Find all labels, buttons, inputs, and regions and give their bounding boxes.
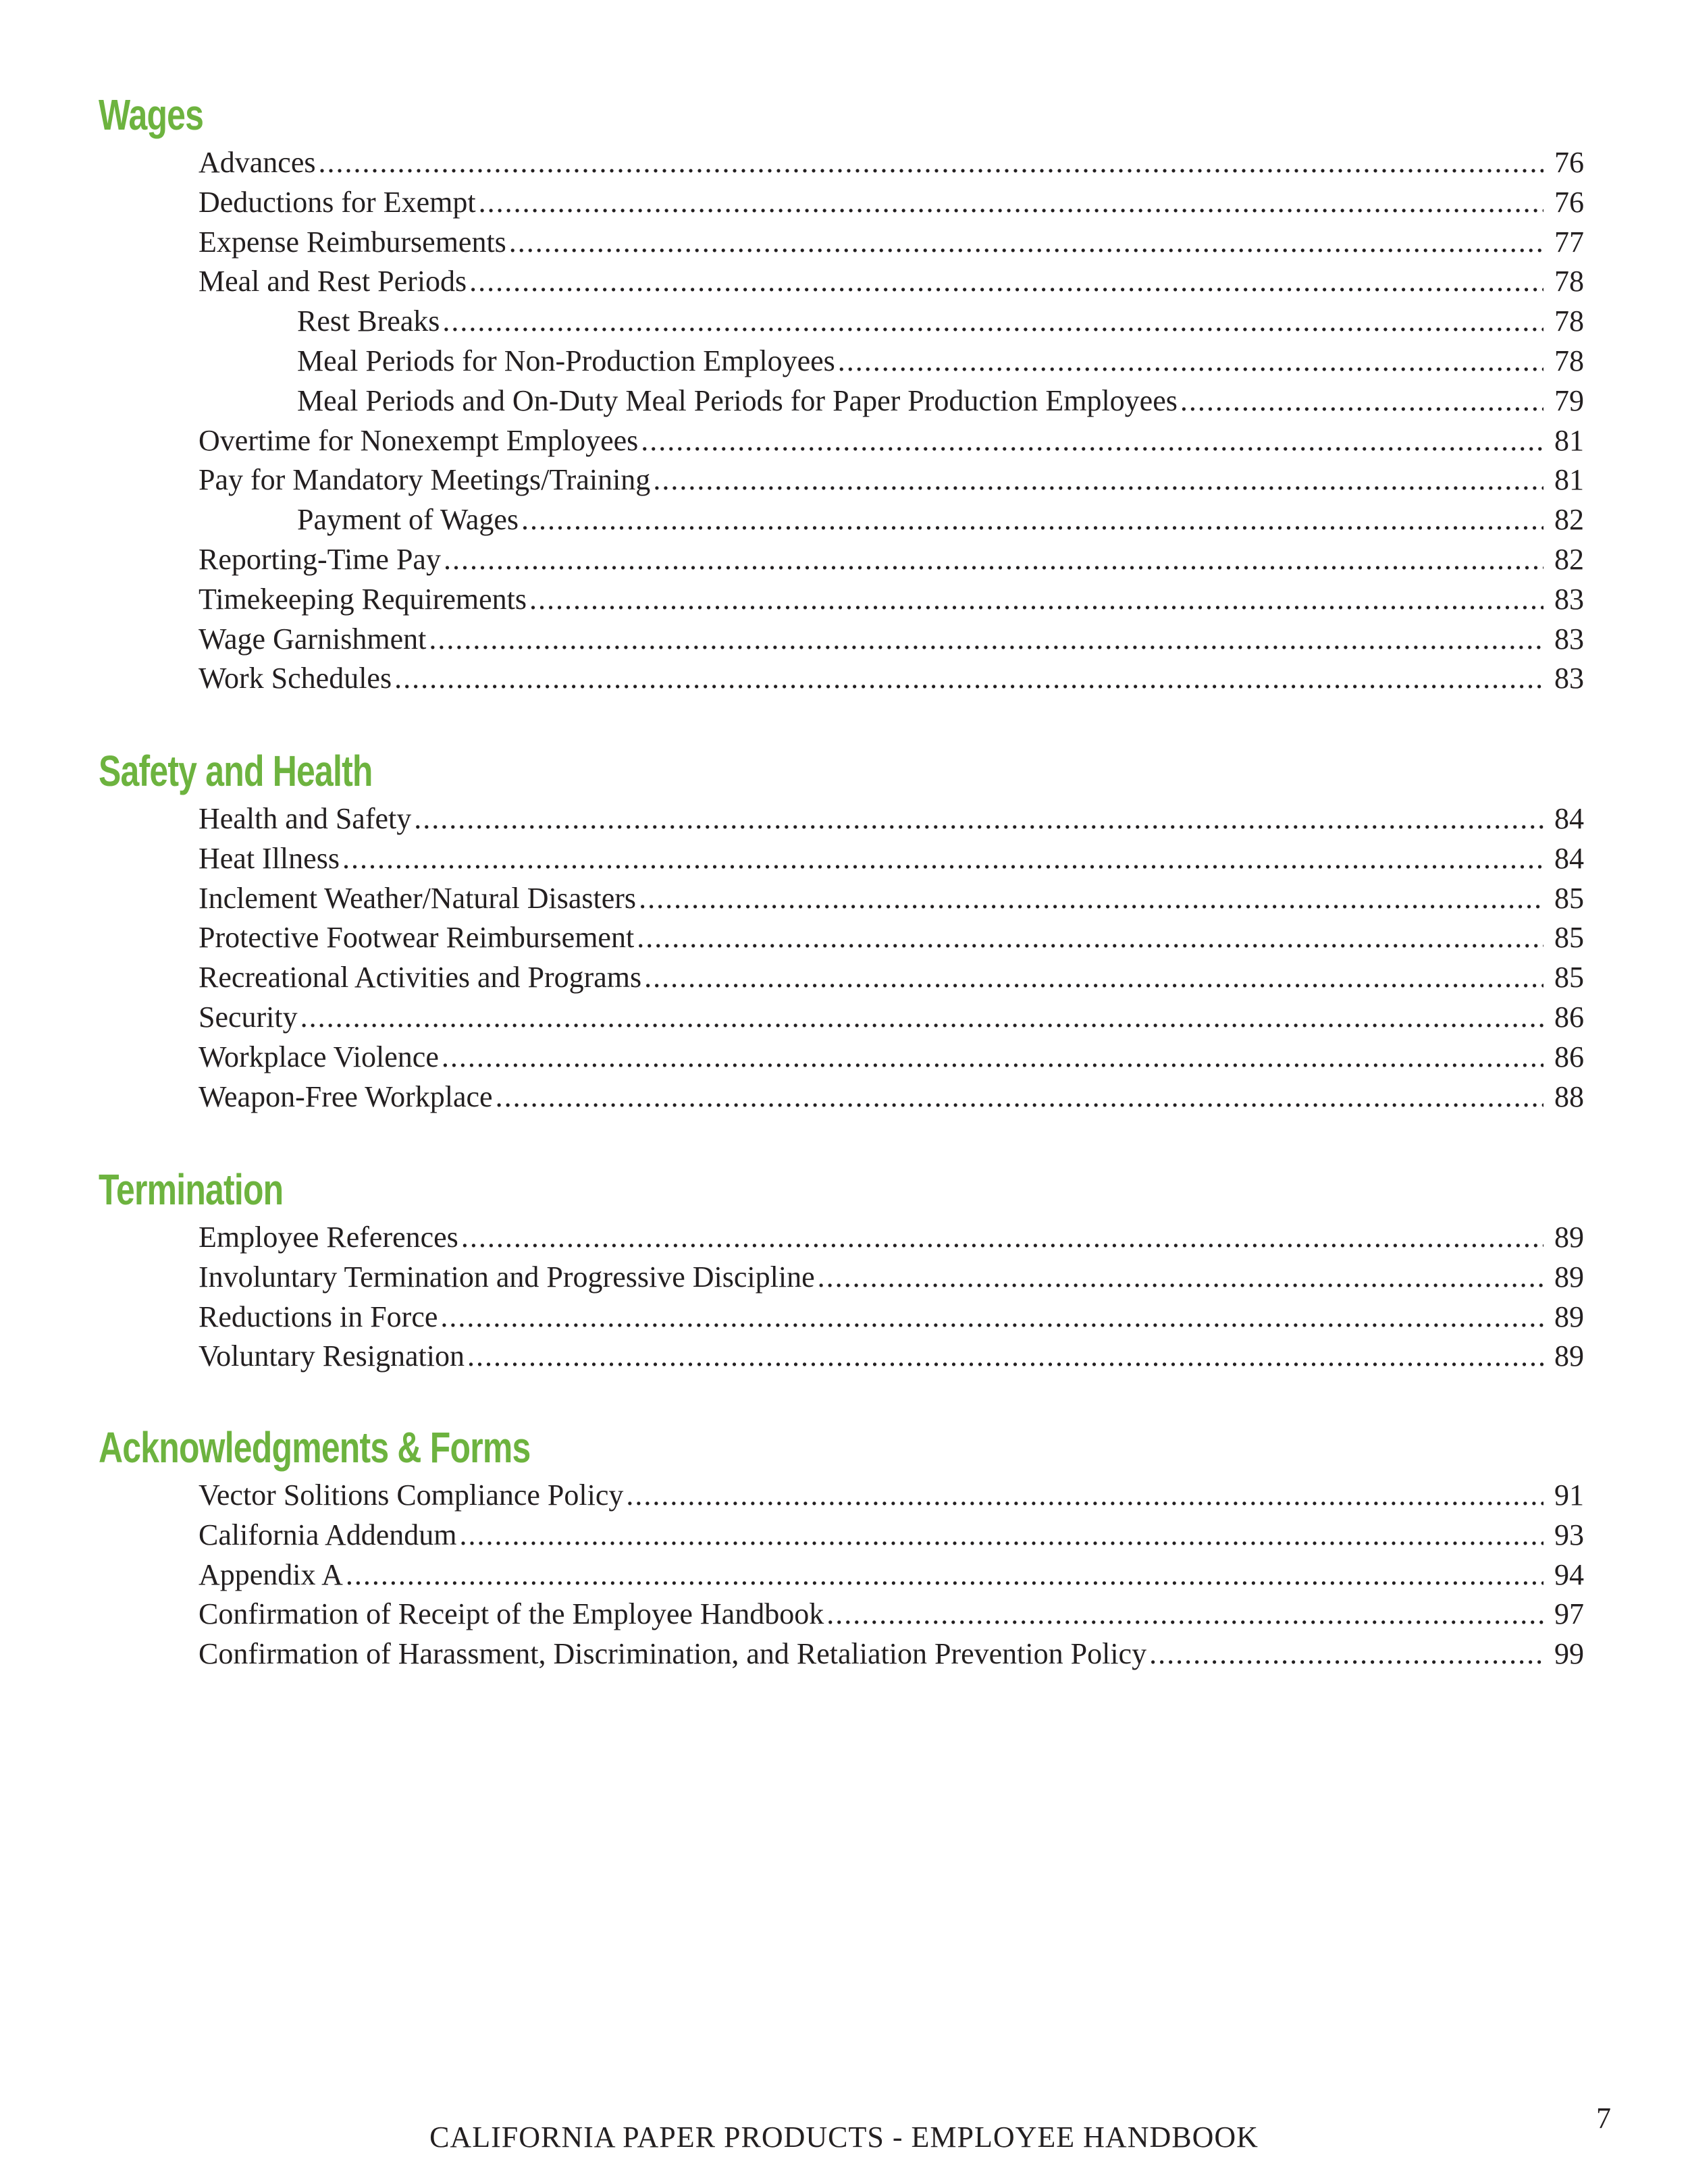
toc-entry-page: 84 — [1554, 841, 1584, 875]
toc-entry-label: Deductions for Exempt — [199, 185, 476, 219]
toc-entry-page: 89 — [1554, 1221, 1584, 1254]
toc-entry-label: Meal Periods for Non-Production Employees — [297, 344, 835, 377]
toc-entry-label: Rest Breaks — [297, 304, 440, 338]
dot-leader — [639, 879, 1544, 919]
dot-leader — [319, 143, 1544, 183]
toc-entry-page: 85 — [1554, 921, 1584, 955]
toc-entry-label: Weapon-Free Workplace — [199, 1080, 493, 1113]
toc-entry[interactable] — [99, 879, 1584, 919]
section-title: Termination — [99, 1165, 284, 1214]
dot-leader — [838, 342, 1544, 381]
toc-entry-page: 78 — [1554, 344, 1584, 377]
toc-entry-page: 83 — [1554, 582, 1584, 616]
dot-leader — [467, 1337, 1544, 1377]
toc-section-safety-and-health — [99, 744, 1584, 1117]
toc-entry-label: Employee References — [199, 1221, 458, 1254]
toc-entry-label: Involuntary Termination and Progressive Discipline — [199, 1260, 815, 1294]
dot-leader — [442, 302, 1544, 342]
page-footer: CALIFORNIA PAPER PRODUCTS - EMPLOYEE HANDBOOK — [429, 2121, 1259, 2154]
dot-leader — [342, 839, 1544, 879]
dot-leader — [529, 580, 1544, 620]
toc-entry[interactable] — [99, 839, 1584, 879]
toc-entry[interactable] — [99, 262, 1584, 302]
toc-entry-label: Payment of Wages — [297, 503, 519, 537]
toc-entry-page: 86 — [1554, 1000, 1584, 1034]
dot-leader — [300, 998, 1544, 1038]
toc-entry-list — [99, 1218, 1584, 1377]
dot-leader — [346, 1555, 1544, 1595]
toc-entry[interactable] — [99, 1516, 1584, 1555]
toc-entry[interactable] — [99, 1476, 1584, 1516]
dot-leader — [641, 421, 1544, 461]
toc-entry-label: Voluntary Resignation — [199, 1339, 465, 1373]
toc-entry[interactable] — [99, 540, 1584, 580]
toc-entry-page: 86 — [1554, 1040, 1584, 1073]
toc-subentry[interactable] — [99, 500, 1584, 540]
toc-entry[interactable] — [99, 1298, 1584, 1337]
toc-entry-page: 82 — [1554, 503, 1584, 537]
toc-entry-page: 83 — [1554, 662, 1584, 695]
toc-entry-page: 77 — [1554, 225, 1584, 259]
toc-entry[interactable] — [99, 1077, 1584, 1117]
toc-entry-page: 89 — [1554, 1260, 1584, 1294]
toc-entry[interactable] — [99, 1218, 1584, 1258]
section-title: Wages — [99, 90, 204, 139]
toc-entry-label: Appendix A — [199, 1557, 343, 1591]
toc-entry-label: Pay for Mandatory Meetings/Training — [199, 463, 651, 497]
dot-leader — [644, 958, 1544, 998]
toc-entry-page: 76 — [1554, 185, 1584, 219]
toc-section-termination — [99, 1163, 1584, 1377]
toc-entry[interactable] — [99, 460, 1584, 500]
toc-entry[interactable] — [99, 1595, 1584, 1634]
dot-leader — [469, 262, 1544, 302]
toc-entry-label: Vector Solitions Compliance Policy — [199, 1479, 624, 1512]
toc-subentry[interactable] — [99, 302, 1584, 342]
dot-leader — [1180, 381, 1544, 421]
dot-leader — [460, 1516, 1544, 1555]
dot-leader — [461, 1218, 1544, 1258]
toc-entry-label: Recreational Activities and Programs — [199, 961, 642, 994]
toc-entry[interactable] — [99, 1634, 1584, 1674]
toc-entry-page: 76 — [1554, 146, 1584, 179]
toc-entry-page: 93 — [1554, 1518, 1584, 1551]
toc-entry[interactable] — [99, 580, 1584, 620]
toc-entry-label: Security — [199, 1000, 298, 1034]
dot-leader — [444, 540, 1544, 580]
toc-entry-page: 85 — [1554, 961, 1584, 994]
toc-entry-label: Health and Safety — [199, 802, 412, 835]
toc-entry-page: 84 — [1554, 802, 1584, 835]
toc-entry[interactable] — [99, 421, 1584, 461]
toc-entry[interactable] — [99, 659, 1584, 699]
toc-entry-list — [99, 143, 1584, 699]
dot-leader — [1149, 1634, 1544, 1674]
toc-entry-page: 88 — [1554, 1080, 1584, 1113]
dot-leader — [442, 1038, 1544, 1077]
toc-entry-label: Advances — [199, 146, 316, 179]
toc-entry-list — [99, 1476, 1584, 1674]
toc-entry-label: Protective Footwear Reimbursement — [199, 921, 635, 955]
dot-leader — [479, 183, 1544, 223]
dot-leader — [509, 223, 1544, 263]
dot-leader — [637, 918, 1544, 958]
toc-entry-label: Wage Garnishment — [199, 622, 427, 656]
toc-entry-page: 82 — [1554, 542, 1584, 576]
toc-entry[interactable] — [99, 958, 1584, 998]
toc-subentry[interactable] — [99, 381, 1584, 421]
toc-entry-page: 99 — [1554, 1637, 1584, 1671]
toc-entry[interactable] — [99, 799, 1584, 839]
dot-leader — [429, 620, 1544, 660]
page-number: 7 — [1596, 2102, 1611, 2135]
toc-entry-list — [99, 799, 1584, 1117]
toc-entry[interactable] — [99, 183, 1584, 223]
toc-entry[interactable] — [99, 1555, 1584, 1595]
toc-entry-label: Workplace Violence — [199, 1040, 439, 1073]
toc-section-acknowledgments-forms — [99, 1420, 1584, 1674]
toc-entry-label: Heat Illness — [199, 841, 340, 875]
toc-entry[interactable] — [99, 1038, 1584, 1077]
toc-section-wages — [99, 88, 1584, 699]
toc-entry-page: 89 — [1554, 1300, 1584, 1333]
toc-entry-page: 83 — [1554, 622, 1584, 656]
toc-entry-label: Meal and Rest Periods — [199, 265, 467, 298]
toc-entry-label: California Addendum — [199, 1518, 457, 1551]
toc-entry[interactable] — [99, 143, 1584, 183]
toc-entry-page: 79 — [1554, 383, 1584, 417]
toc-entry-page: 91 — [1554, 1479, 1584, 1512]
toc-entry-label: Expense Reimbursements — [199, 225, 506, 259]
dot-leader — [521, 500, 1544, 540]
toc-entry-label: Reductions in Force — [199, 1300, 438, 1333]
dot-leader — [496, 1077, 1544, 1117]
dot-leader — [394, 659, 1544, 699]
toc-entry-page: 85 — [1554, 881, 1584, 915]
dot-leader — [626, 1476, 1544, 1516]
section-title: Safety and Health — [99, 747, 373, 795]
toc-entry-page: 81 — [1554, 463, 1584, 497]
toc-entry-label: Work Schedules — [199, 662, 392, 695]
toc-entry-label: Timekeeping Requirements — [199, 582, 527, 616]
dot-leader — [818, 1258, 1544, 1298]
toc-entry-page: 78 — [1554, 304, 1584, 338]
toc-entry[interactable] — [99, 1337, 1584, 1377]
toc-entry-page: 97 — [1554, 1597, 1584, 1631]
toc-entry-page: 81 — [1554, 423, 1584, 457]
toc-entry[interactable] — [99, 998, 1584, 1038]
toc-entry-page: 94 — [1554, 1557, 1584, 1591]
toc-entry-label: Reporting-Time Pay — [199, 542, 441, 576]
toc-entry-label: Overtime for Nonexempt Employees — [199, 423, 639, 457]
toc-entry-label: Inclement Weather/Natural Disasters — [199, 881, 637, 915]
toc-entry-page: 78 — [1554, 265, 1584, 298]
toc-entry-page: 89 — [1554, 1339, 1584, 1373]
toc-entry-label: Confirmation of Receipt of the Employee Handbook — [199, 1597, 824, 1631]
toc-entry-label: Confirmation of Harassment, Discrimination, and Retaliation Prevention Policy — [199, 1637, 1147, 1671]
dot-leader — [653, 460, 1544, 500]
dot-leader — [826, 1595, 1544, 1634]
toc-entry[interactable] — [99, 918, 1584, 958]
toc-subentry[interactable] — [99, 342, 1584, 381]
toc-entry[interactable] — [99, 223, 1584, 263]
toc-entry[interactable] — [99, 620, 1584, 660]
dot-leader — [414, 799, 1544, 839]
section-title: Acknowledgments & Forms — [99, 1423, 531, 1472]
toc-entry-label: Meal Periods and On-Duty Meal Periods for Paper Production Employees — [297, 383, 1178, 417]
dot-leader — [440, 1298, 1544, 1337]
toc-entry[interactable] — [99, 1258, 1584, 1298]
